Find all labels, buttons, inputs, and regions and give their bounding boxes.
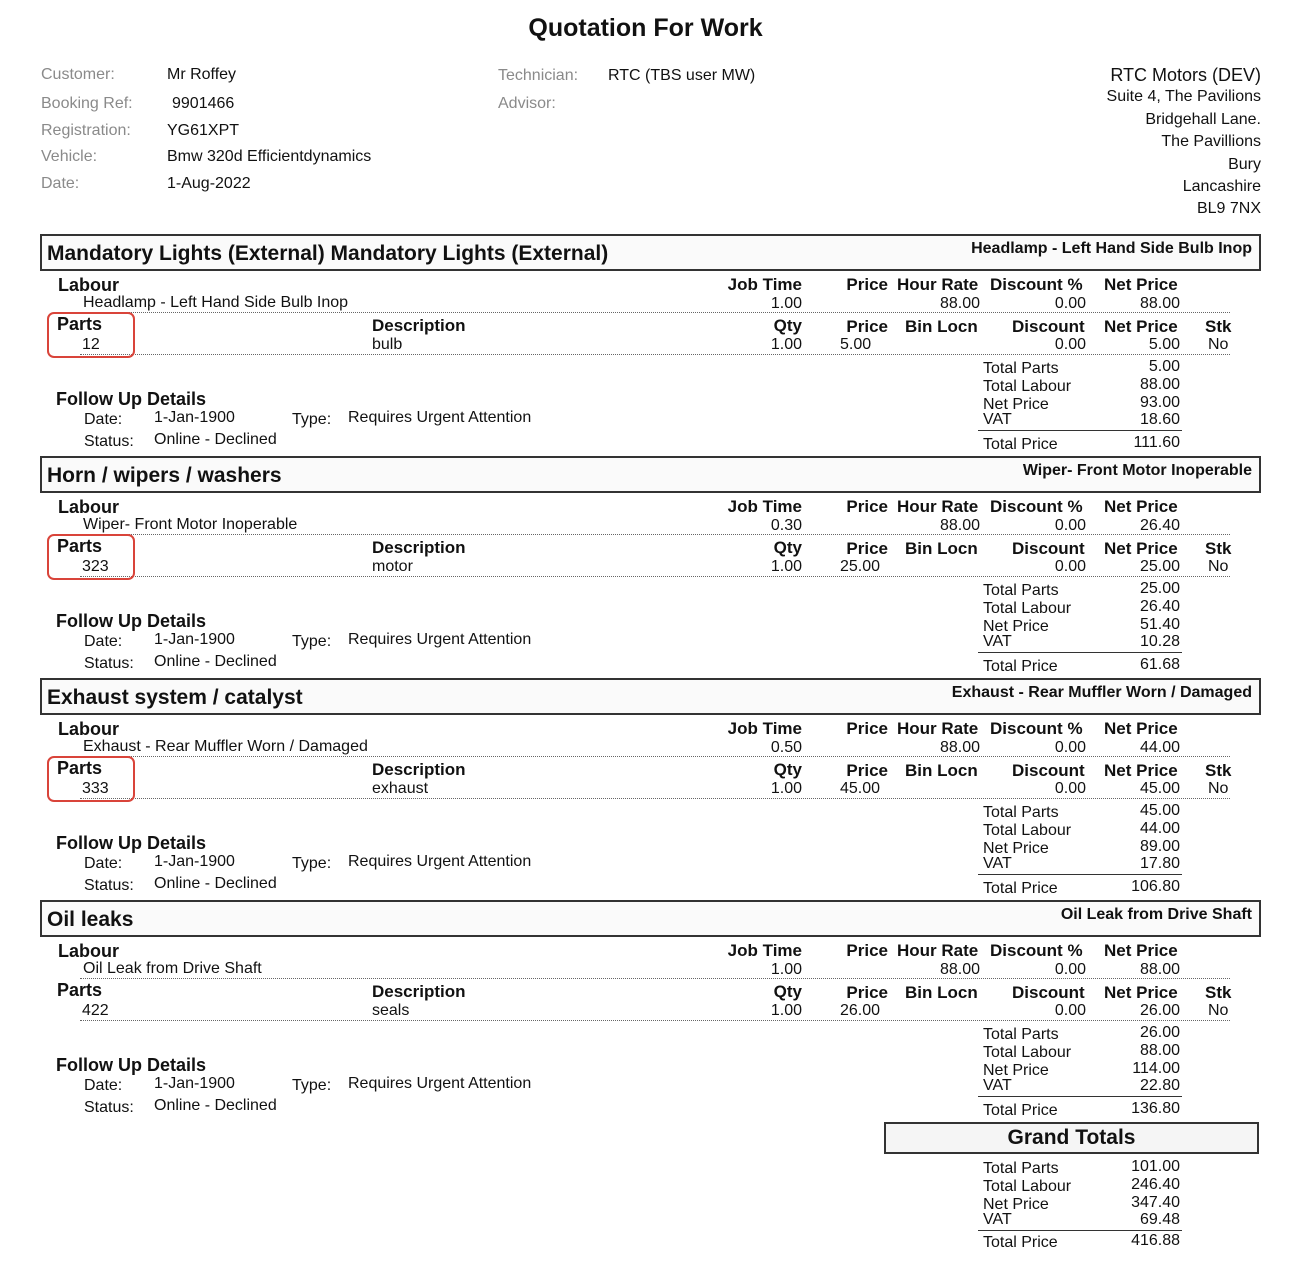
part-price: 45.00 (840, 780, 881, 797)
parts-row-divider (80, 576, 1230, 577)
totals-divider (978, 1096, 1182, 1097)
stk-header: Stk (1205, 317, 1232, 336)
discount-pct-header: Discount % (990, 275, 1083, 294)
section-header (40, 456, 1261, 493)
part-price-header: Price (846, 539, 888, 558)
net-price-label: Net Price (983, 840, 1049, 857)
labour-hour-rate: 88.00 (939, 295, 980, 312)
total-parts-value: 45.00 (1139, 802, 1180, 819)
labour-heading: Labour (58, 497, 119, 517)
total-price-value: 61.68 (1139, 656, 1180, 673)
part-qty: 1.00 (770, 780, 802, 797)
hour-rate-header: Hour Rate (897, 941, 979, 960)
follow-up-type: Requires Urgent Attention (348, 853, 532, 870)
job-time-header: Job Time (727, 941, 802, 960)
grand-total-labour-label: Total Labour (983, 1178, 1072, 1195)
part-net-price-header: Net Price (1104, 317, 1178, 336)
follow-up-type-label: Type: (292, 1077, 332, 1094)
price-header: Price (846, 497, 888, 516)
total-parts-value: 5.00 (1148, 358, 1180, 375)
stk-header: Stk (1205, 539, 1232, 558)
price-header: Price (846, 275, 888, 294)
labour-net-price: 44.00 (1139, 739, 1180, 756)
grand-total-parts-label: Total Parts (983, 1160, 1059, 1177)
company-address (1107, 64, 1261, 221)
labour-row-divider (80, 978, 1230, 979)
parts-row-divider (80, 354, 1230, 355)
labour-job-time: 0.50 (770, 739, 802, 756)
section-fault: Oil Leak from Drive Shaft (1060, 906, 1252, 923)
total-price-label: Total Price (983, 1102, 1058, 1119)
part-stock: No (1208, 558, 1229, 575)
address-line: Lancashire (1182, 178, 1261, 196)
parts-highlight (47, 312, 135, 358)
follow-up-status-label: Status: (84, 1099, 134, 1116)
vat-label: VAT (983, 633, 1012, 650)
labour-heading: Labour (58, 941, 119, 961)
grand-net-price-label: Net Price (983, 1196, 1049, 1213)
total-price-label: Total Price (983, 880, 1058, 897)
address-line: BL9 7NX (1196, 200, 1261, 218)
labour-row-divider (80, 534, 1230, 535)
labour-hour-rate: 88.00 (939, 517, 980, 534)
parts-highlight (47, 756, 135, 802)
part-net-price: 26.00 (1139, 1002, 1180, 1019)
grand-totals-heading: Grand Totals (884, 1122, 1259, 1154)
parts-row-divider (80, 1020, 1230, 1021)
follow-up-status: Online - Declined (154, 431, 277, 448)
vat-value: 10.28 (1139, 633, 1180, 650)
part-description: motor (372, 558, 413, 575)
part-discount: 0.00 (1054, 558, 1086, 575)
total-labour-label: Total Labour (983, 378, 1072, 395)
discount-header: Discount (1012, 317, 1085, 336)
parts-row-divider (80, 798, 1230, 799)
part-discount: 0.00 (1054, 336, 1086, 353)
job-section (0, 234, 1291, 456)
labour-job-time: 0.30 (770, 517, 802, 534)
vat-label: VAT (983, 855, 1012, 872)
booking-ref-value: 9901466 (172, 95, 235, 112)
total-parts-label: Total Parts (983, 1026, 1059, 1043)
part-net-price: 45.00 (1139, 780, 1180, 797)
section-fault: Wiper- Front Motor Inoperable (1022, 462, 1252, 479)
labour-job-time: 1.00 (770, 961, 802, 978)
job-time-header: Job Time (727, 497, 802, 516)
technician-value: RTC (TBS user MW) (608, 67, 756, 84)
totals-divider (978, 874, 1182, 875)
part-number: 333 (82, 780, 109, 797)
total-price-label: Total Price (983, 658, 1058, 675)
address-line: The Pavillions (1161, 133, 1261, 151)
part-net-price-header: Net Price (1104, 539, 1178, 558)
hour-rate-header: Hour Rate (897, 275, 979, 294)
net-price-header: Net Price (1104, 719, 1178, 738)
follow-up-date: 1-Jan-1900 (154, 1075, 235, 1092)
section-header (40, 900, 1261, 937)
address-line: Bridgehall Lane. (1145, 110, 1261, 128)
follow-up-type: Requires Urgent Attention (348, 1075, 532, 1092)
part-net-price: 25.00 (1139, 558, 1180, 575)
grand-vat-value: 69.48 (1139, 1211, 1180, 1228)
follow-up-status-label: Status: (84, 433, 134, 450)
labour-heading: Labour (58, 719, 119, 739)
job-section (0, 456, 1291, 678)
address-line: Bury (1228, 155, 1261, 173)
parts-heading: Parts (57, 980, 103, 1000)
net-price-header: Net Price (1104, 275, 1178, 294)
net-price-value: 114.00 (1132, 1060, 1180, 1077)
vehicle-value: Bmw 320d Efficientdynamics (167, 148, 372, 165)
follow-up-status-label: Status: (84, 655, 134, 672)
net-price-label: Net Price (983, 618, 1049, 635)
labour-net-price: 88.00 (1139, 295, 1180, 312)
vat-value: 18.60 (1139, 411, 1180, 428)
labour-description: Headlamp - Left Hand Side Bulb Inop (83, 294, 349, 311)
discount-header: Discount (1012, 761, 1085, 780)
qty-header: Qty (773, 982, 802, 1001)
job-time-header: Job Time (727, 275, 802, 294)
discount-pct-header: Discount % (990, 941, 1083, 960)
parts-heading: Parts (57, 758, 103, 778)
grand-total-price-label: Total Price (983, 1234, 1058, 1251)
grand-total-price-value: 416.88 (1131, 1232, 1180, 1249)
follow-up-type-label: Type: (292, 633, 332, 650)
follow-up-date: 1-Jan-1900 (154, 631, 235, 648)
part-discount: 0.00 (1054, 780, 1086, 797)
vat-value: 22.80 (1139, 1077, 1180, 1094)
total-labour-value: 44.00 (1139, 820, 1180, 837)
registration-value: YG61XPT (167, 122, 240, 139)
hour-rate-header: Hour Rate (897, 719, 979, 738)
section-title: Mandatory Lights (External) Mandatory Lights (External) (47, 242, 609, 265)
bin-locn-header: Bin Locn (905, 317, 978, 336)
part-stock: No (1208, 780, 1229, 797)
grand-total-parts-value: 101.00 (1131, 1158, 1180, 1175)
discount-pct-header: Discount % (990, 719, 1083, 738)
part-stock: No (1208, 336, 1229, 353)
net-price-value: 89.00 (1139, 838, 1180, 855)
net-price-label: Net Price (983, 1062, 1049, 1079)
technician-label: Technician: (498, 67, 579, 84)
part-net-price-header: Net Price (1104, 761, 1178, 780)
totals-divider (978, 430, 1182, 431)
section-title: Horn / wipers / washers (47, 464, 282, 487)
discount-header: Discount (1012, 539, 1085, 558)
labour-hour-rate: 88.00 (939, 739, 980, 756)
labour-hour-rate: 88.00 (939, 961, 980, 978)
part-qty: 1.00 (770, 558, 802, 575)
grand-totals-divider (978, 1230, 1182, 1231)
labour-discount: 0.00 (1054, 739, 1086, 756)
total-parts-label: Total Parts (983, 582, 1059, 599)
follow-up-date-label: Date: (84, 855, 123, 872)
stk-header: Stk (1205, 983, 1232, 1002)
part-stock: No (1208, 1002, 1229, 1019)
discount-header: Discount (1012, 983, 1085, 1002)
qty-header: Qty (773, 760, 802, 779)
labour-row-divider (80, 756, 1230, 757)
total-labour-value: 88.00 (1139, 376, 1180, 393)
total-parts-value: 25.00 (1139, 580, 1180, 597)
part-discount: 0.00 (1054, 1002, 1086, 1019)
part-price-header: Price (846, 983, 888, 1002)
description-header: Description (372, 538, 466, 557)
total-labour-label: Total Labour (983, 600, 1072, 617)
job-time-header: Job Time (727, 719, 802, 738)
follow-up-date: 1-Jan-1900 (154, 853, 235, 870)
net-price-header: Net Price (1104, 941, 1178, 960)
total-price-value: 106.80 (1131, 878, 1180, 895)
total-parts-value: 26.00 (1139, 1024, 1180, 1041)
section-fault: Exhaust - Rear Muffler Worn / Damaged (951, 684, 1252, 701)
stk-header: Stk (1205, 761, 1232, 780)
part-description: exhaust (372, 780, 429, 797)
address-line: Suite 4, The Pavilions (1106, 88, 1261, 106)
follow-up-date: 1-Jan-1900 (154, 409, 235, 426)
part-qty: 1.00 (770, 336, 802, 353)
part-description: bulb (372, 336, 403, 353)
net-price-value: 51.40 (1139, 616, 1180, 633)
labour-heading: Labour (58, 275, 119, 295)
total-price-label: Total Price (983, 436, 1058, 453)
date-value: 1-Aug-2022 (167, 175, 251, 192)
date-label: Date: (41, 175, 80, 192)
part-net-price-header: Net Price (1104, 983, 1178, 1002)
labour-discount: 0.00 (1054, 517, 1086, 534)
advisor-label: Advisor: (498, 95, 556, 112)
follow-up-status: Online - Declined (154, 875, 277, 892)
total-price-value: 136.80 (1131, 1100, 1180, 1117)
document-title: Quotation For Work (528, 14, 763, 42)
part-number: 12 (82, 336, 100, 353)
qty-header: Qty (773, 538, 802, 557)
labour-net-price: 88.00 (1139, 961, 1180, 978)
grand-net-price-value: 347.40 (1131, 1194, 1180, 1211)
discount-pct-header: Discount % (990, 497, 1083, 516)
labour-row-divider (80, 312, 1230, 313)
follow-up-type: Requires Urgent Attention (348, 409, 532, 426)
follow-up-heading: Follow Up Details (56, 833, 207, 853)
description-header: Description (372, 982, 466, 1001)
section-fault: Headlamp - Left Hand Side Bulb Inop (971, 240, 1252, 257)
customer-value: Mr Roffey (167, 66, 237, 83)
net-price-label: Net Price (983, 396, 1049, 413)
customer-label: Customer: (41, 66, 115, 83)
total-labour-label: Total Labour (983, 822, 1072, 839)
labour-description: Exhaust - Rear Muffler Worn / Damaged (83, 738, 368, 755)
job-section (0, 678, 1291, 900)
part-price: 25.00 (840, 558, 881, 575)
follow-up-type-label: Type: (292, 411, 332, 428)
section-header (40, 678, 1261, 715)
part-description: seals (372, 1002, 410, 1019)
grand-total-labour-value: 246.40 (1131, 1176, 1180, 1193)
labour-job-time: 1.00 (770, 295, 802, 312)
total-labour-value: 88.00 (1139, 1042, 1180, 1059)
follow-up-type: Requires Urgent Attention (348, 631, 532, 648)
price-header: Price (846, 941, 888, 960)
follow-up-heading: Follow Up Details (56, 1055, 207, 1075)
follow-up-type-label: Type: (292, 855, 332, 872)
part-number: 422 (82, 1002, 109, 1019)
booking-ref-label: Booking Ref: (41, 95, 133, 112)
bin-locn-header: Bin Locn (905, 539, 978, 558)
total-parts-label: Total Parts (983, 804, 1059, 821)
grand-vat-label: VAT (983, 1211, 1012, 1228)
total-parts-label: Total Parts (983, 360, 1059, 377)
net-price-value: 93.00 (1139, 394, 1180, 411)
part-price: 26.00 (840, 1002, 881, 1019)
labour-discount: 0.00 (1054, 295, 1086, 312)
part-price-header: Price (846, 761, 888, 780)
totals-divider (978, 652, 1182, 653)
company-name: RTC Motors (DEV) (1110, 65, 1261, 85)
follow-up-status-label: Status: (84, 877, 134, 894)
bin-locn-header: Bin Locn (905, 761, 978, 780)
price-header: Price (846, 719, 888, 738)
section-title: Exhaust system / catalyst (47, 686, 303, 709)
job-section (0, 900, 1291, 1122)
labour-description: Wiper- Front Motor Inoperable (83, 516, 298, 533)
description-header: Description (372, 316, 466, 335)
section-title: Oil leaks (47, 908, 134, 931)
parts-heading: Parts (57, 536, 103, 556)
part-net-price: 5.00 (1148, 336, 1180, 353)
vat-label: VAT (983, 1077, 1012, 1094)
total-labour-label: Total Labour (983, 1044, 1072, 1061)
follow-up-status: Online - Declined (154, 653, 277, 670)
hour-rate-header: Hour Rate (897, 497, 979, 516)
vehicle-label: Vehicle: (41, 148, 98, 165)
part-price: 5.00 (840, 336, 872, 353)
net-price-header: Net Price (1104, 497, 1178, 516)
labour-discount: 0.00 (1054, 961, 1086, 978)
total-price-value: 111.60 (1133, 434, 1180, 451)
parts-highlight (47, 534, 135, 580)
follow-up-date-label: Date: (84, 1077, 123, 1094)
qty-header: Qty (773, 316, 802, 335)
follow-up-heading: Follow Up Details (56, 611, 207, 631)
labour-description: Oil Leak from Drive Shaft (83, 960, 262, 977)
follow-up-status: Online - Declined (154, 1097, 277, 1114)
part-price-header: Price (846, 317, 888, 336)
total-labour-value: 26.40 (1139, 598, 1180, 615)
vat-value: 17.80 (1139, 855, 1180, 872)
section-header (40, 234, 1261, 271)
registration-label: Registration: (41, 122, 131, 139)
part-number: 323 (82, 558, 109, 575)
follow-up-date-label: Date: (84, 633, 123, 650)
follow-up-date-label: Date: (84, 411, 123, 428)
labour-net-price: 26.40 (1139, 517, 1180, 534)
follow-up-heading: Follow Up Details (56, 389, 207, 409)
description-header: Description (372, 760, 466, 779)
part-qty: 1.00 (770, 1002, 802, 1019)
bin-locn-header: Bin Locn (905, 983, 978, 1002)
vat-label: VAT (983, 411, 1012, 428)
parts-heading: Parts (57, 314, 103, 334)
